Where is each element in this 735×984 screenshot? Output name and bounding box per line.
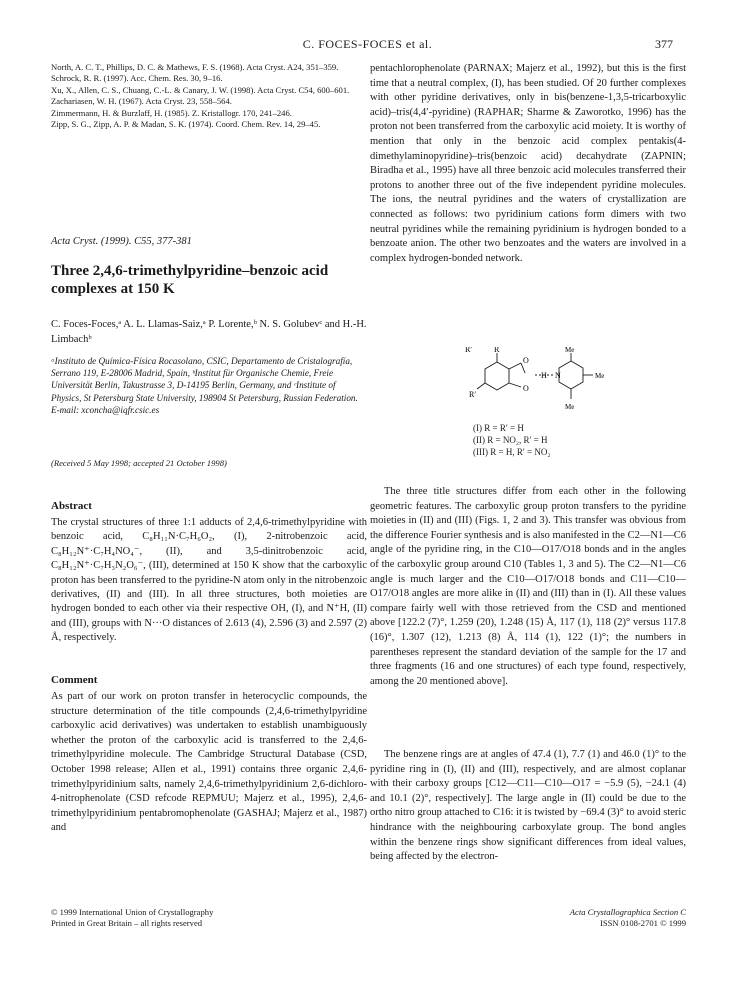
scheme-label-o: O xyxy=(523,356,529,365)
author-affiliations: ᵃInstituto de Química-Física Rocasolano, CSIC, Departamento de Cristalografía, Serrano 119, E-28006 Madrid, Spain, ᵇInstitut für Organische Chemie, Freie Universität Berlin, Takustrasse 3, D-14195 Berlin, Germany, and ᶜInstitute of Physics, St Petersburg State University, 198904 St Petersburg, Russian Federation. E-mail: xconcha@iqfr.csic.es xyxy=(51,356,358,415)
reference-item: Zachariasen, W. H. (1967). Acta Cryst. 23, 558–564. xyxy=(51,96,232,107)
scheme-label-n: N xyxy=(555,371,561,380)
running-header-author: C. FOCES-FOCES et al. xyxy=(302,37,433,51)
legend-item: (II) R = NO₂, R′ = H xyxy=(473,435,548,445)
scheme-label-r: R xyxy=(494,347,500,354)
article-authors: C. Foces-Foces,ᵃ A. L. Llamas-Saiz,ᵃ P. Lorente,ᵇ N. S. Golubevᶜ and H.-H. Limbachᵇ xyxy=(51,319,367,345)
reference-item: Xu, X., Allen, C. S., Chuang, C.-L. & Canary, J. W. (1998). Acta Cryst. C54, 600–601. xyxy=(51,84,350,95)
benzene-ring xyxy=(485,362,509,390)
scheme-label-rp: R′ xyxy=(469,390,477,399)
legend-item: (I) R = R′ = H xyxy=(473,423,524,433)
footer-copyright xyxy=(51,907,213,929)
reference-list xyxy=(51,62,367,130)
scheme-legend xyxy=(473,422,551,458)
article-citation: Acta Cryst. (1999). C55, 377-381 xyxy=(51,236,192,247)
scheme-label-o: O xyxy=(523,384,529,393)
reference-item: Zimmermann, H. & Burzlaff, H. (1985). Z. Kristallogr. 170, 241–246. xyxy=(51,107,292,118)
pyridine-ring xyxy=(559,361,583,389)
scheme-label-rp: R′ xyxy=(465,347,473,354)
comment-continued-text: pentachlorophenolate (PARNAX; Majerz et al., 1992), but this is the first time that a neutral complex, (I), has been studied. Of 20 further complexes with other pyridine derivatives, only in bis(benzene-1,3,5-tricarboxylic acid)–tris(4,4′-pyridine) (RAPHAR; Sharme & Zaworotko, 1996) has the proton not been transferred from the carboxylic acid moiety. It is worthy of mention that only in the benzoic acid complex pentakis(4-dimethylaminopyridine)–tris(benzoic acid) decahydrate (ZAPNIN; Biradha et al., 1995) have all three benzoic acid molecules transferred their protons to another three out of the five independent pyridine molecules. The ions, the neutral pyridines and the waters of crystallization are connected as follows: two pyridinium cations form dimers with two neutral pyridines while the remaining pyridinium is hydrogen bonded to a benzoate anion. The other two benzoates and the waters are involved in a complex hydrogen-bonded network. xyxy=(370,63,686,264)
footer-journal xyxy=(480,907,686,929)
comment-heading: Comment xyxy=(51,674,98,686)
scheme-label-me: Me xyxy=(565,403,575,411)
legend-item: (III) R = H, R′ = NO₂ xyxy=(473,447,551,457)
discussion-paragraph: The three title structures differ from each other in the following geometric features. The carboxylic group proton transfers to the pyridine moieties in (II) and (III) (Figs. 1, 2 and 3). This transfer was obvious from the difference Fourier synthesis and is also manifested in the C2—N1—C6 angle of the pyridine ring, in the C10—O17/O18 bonds and in the angles of the carboxylic group around C10 (Tables 1, 3 and 5). The C2—N1—C6 angle is much larger and the C10—O17/O18 bonds and C11—C10—O17/O18 angles are more alike in (II) and (III) than in (I). All these values compare fairly well with those retrieved from the CSD and mentioned above [122.2 (7)°, 1.259 (20), 1.248 (15) Å, 117 (1), 118 (2)° versus 117.8 (16)°, 1.307 (12), 1.213 (8) Å, 114 (1), 122 (1)°; the numbers in parentheses represent the standard deviation of the sample for the 17 and three fragments (16 and one structures) of each type found, respectively, among the 20 mentioned above]. xyxy=(370,486,686,687)
scheme-label-h: H xyxy=(541,371,547,380)
scheme-label-me: Me xyxy=(595,372,605,380)
chemical-scheme xyxy=(455,347,625,417)
issn-line: ISSN 0108-2701 © 1999 xyxy=(599,918,686,928)
abstract-heading: Abstract xyxy=(51,500,92,512)
article-title: Three 2,4,6-trimethylpyridine–benzoic acid complexes at 150 K xyxy=(51,263,329,297)
discussion-paragraph: The benzene rings are at angles of 47.4 (1), 7.7 (1) and 46.0 (1)° to the pyridine ring in (I), (II) and (III), respectively, and are almost coplanar with their carboxy groups [C12—C11—C10—O17 = −5.9 (5), −24.1 (4) and 10.1 (2)°, respectively]. The large angle in (II) could be due to the ortho nitro group attached to C16: it is twisted by −69.4 (3)° to avoid steric hindrance with the neighbouring carboxylate group. The bond angles within the benzene rings show significant differences from ideal values, being affected by the electron- xyxy=(370,749,686,863)
received-dates: (Received 5 May 1998; accepted 21 October 1998) xyxy=(51,458,227,468)
page-number: 377 xyxy=(655,37,673,51)
reference-item: Schrock, R. R. (1997). Acc. Chem. Res. 30, 9–16. xyxy=(51,73,223,84)
copyright-line: © 1999 International Union of Crystallography xyxy=(51,907,214,917)
abstract-text: The crystal structures of three 1:1 adducts of 2,4,6-trimethylpyridine with benzoic acid, C₈H₁₁N·C₇H₆O₂, (I), 2-nitrobenzoic acid, C₈H₁₂N⁺·C₇H₄NO₄⁻, (II), and 3,5-dinitrobenzoic acid, C₈H₁₂N⁺·C₇H₃N₂O₆⁻, (III), determined at 150 K show that the carboxylic proton has been transferred to the pyridine-N atom only in the nitrobenzoic derivatives, (II) and (III). In all three structures, both moieties are hydrogen bonded to each other via their respective OH, (I), and N⁺H, (II) and (III), groups with N···O distances of 2.613 (4), 2.596 (3) and 2.597 (2) Å, respectively. xyxy=(51,517,367,644)
comment-text: As part of our work on proton transfer in heterocyclic compounds, the structure determination of the title compounds (2,4,6-trimethylpyridine carboxylic acid derivatives) was undertaken to establish unambiguously whether the proton of the carboxylic acid is transferred to the 2,4,6-trimethylpyridine molecule. The Cambridge Structural Database (CSD, October 1998 release; Allen et al., 1991) contains three organic 2,4,6-trimethylpyridinium salts, namely 2,4,6-trimethylpyridinium 2,6-dichloro-4-nitrophenolate (CSD refcode REPMUU; Majerz et al., 1995), 2,4,6-trimethylpyridinium pentabromophenolate (GASHAJ; Majerz et al., 1987) and xyxy=(51,691,367,834)
reference-item: Zipp, S. G., Zipp, A. P. & Madan, S. K. (1974). Coord. Chem. Rev. 14, 29–45. xyxy=(51,119,321,130)
reference-item: North, A. C. T., Phillips, D. C. & Mathews, F. S. (1968). Acta Cryst. A24, 351–359. xyxy=(51,62,339,72)
journal-name: Acta Crystallographica Section C xyxy=(569,907,686,917)
printed-line: Printed in Great Britain – all rights reserved xyxy=(51,918,203,928)
scheme-label-me: Me xyxy=(565,347,575,354)
